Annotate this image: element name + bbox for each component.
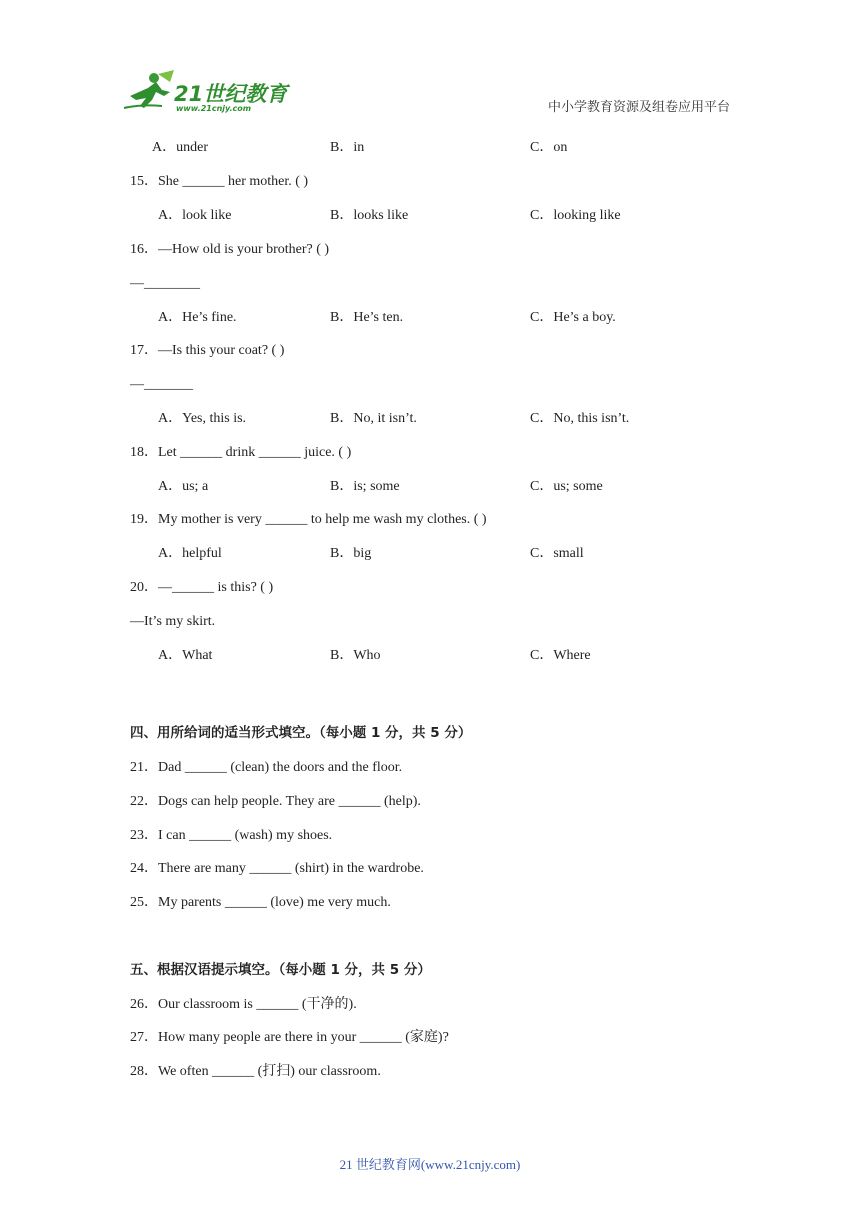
q17-option-a: A．Yes, this is. [158,411,247,426]
logo-text: 21世纪教育 [174,82,288,106]
q17-option-b: B．No, it isn’t. [330,411,417,426]
q16-option-b: B．He’s ten. [330,310,404,325]
q14-option-c: C．on [530,140,568,155]
q16-option-a: A．He’s fine. [158,310,237,325]
q25-stem: 25．My parents ______ (love) me very much. [130,895,391,910]
q22-stem: 22．Dogs can help people. They are ______ (help). [130,794,421,809]
q15-option-c: C．looking like [530,208,621,223]
q15-stem: 15．She ______ her mother. ( ) [130,174,309,189]
q20-option-b: B．Who [330,648,381,663]
section-5-title: 五、根据汉语提示填空。（每小题 1 分，共 5 分） [130,962,431,978]
q20-stem: 20．—______ is this? ( ) [130,580,274,595]
q19-option-c: C．small [530,546,584,561]
q28-stem: 28．We often ______ (打扫) our classroom. [130,1064,381,1079]
q18-stem: 18．Let ______ drink ______ juice. ( ) [130,445,352,460]
section-4-title: 四、用所给词的适当形式填空。（每小题 1 分，共 5 分） [130,725,472,741]
q18-option-a: A．us; a [158,479,209,494]
q14-option-a: A．under [152,140,208,155]
site-logo[interactable] [122,68,292,116]
q19-option-b: B．big [330,546,372,561]
q17-answer-line: —_______ [130,377,193,392]
q19-option-a: A．helpful [158,546,222,561]
header-platform-text: 中小学教育资源及组卷应用平台 [547,100,730,115]
q18-option-c: C．us; some [530,479,603,494]
q23-stem: 23．I can ______ (wash) my shoes. [130,828,333,843]
q15-option-a: A．look like [158,208,232,223]
q20-answer-line: —It’s my skirt. [130,614,216,629]
q15-option-b: B．looks like [330,208,409,223]
q20-option-a: A．What [158,648,213,663]
q19-stem: 19．My mother is very ______ to help me wash my clothes. ( ) [130,512,487,527]
q20-option-c: C．Where [530,648,591,663]
q26-stem: 26．Our classroom is ______ (干净的). [130,997,357,1012]
logo-url: www.21cnjy.com [176,104,252,113]
footer-link[interactable]: 21 世纪教育网(www.21cnjy.com) [339,1157,521,1172]
q14-option-b: B．in [330,140,365,155]
q17-option-c: C．No, this isn’t. [530,411,630,426]
q24-stem: 24．There are many ______ (shirt) in the wardrobe. [130,861,424,876]
q16-option-c: C．He’s a boy. [530,310,616,325]
q21-stem: 21．Dad ______ (clean) the doors and the floor. [130,760,403,775]
q18-option-b: B．is; some [330,479,400,494]
q16-answer-line: —________ [130,276,200,291]
q17-stem: 17．—Is this your coat? ( ) [130,343,285,358]
q16-stem: 16．—How old is your brother? ( ) [130,242,330,257]
q27-stem: 27．How many people are there in your ______ (家庭)? [130,1030,449,1045]
